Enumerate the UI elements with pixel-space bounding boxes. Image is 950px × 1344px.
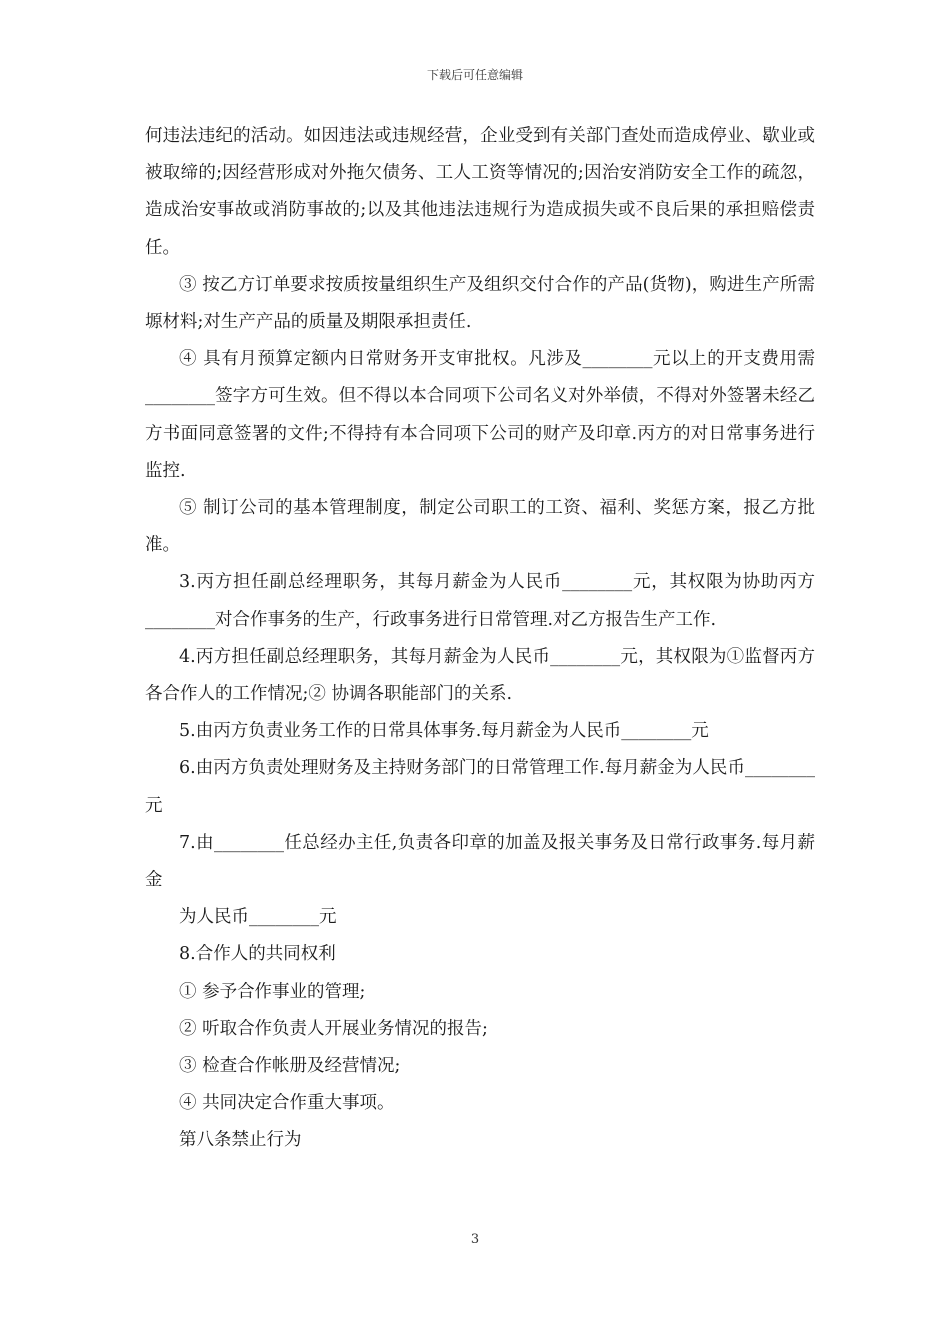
list-item: ③ 检查合作帐册及经营情况; [179, 1056, 401, 1077]
paragraph: 4.丙方担任副总经理职务，其每月薪金为人民币________元，其权限为①监督丙方各合作人的工作情况;② 协调各职能部门的关系. [145, 646, 815, 705]
document-body [145, 118, 815, 1160]
paragraph: 8.合作人的共同权利 [179, 944, 336, 965]
paragraph: 6.由丙方负责处理财务及主持财务部门的日常管理工作.每月薪金为人民币________元 [145, 758, 815, 816]
paragraph: 何违法违纪的活动。如因违法或违规经营，企业受到有关部门查处而造成停业、歇业或被取缔的;因经营形成对外拖欠债务、工人工资等情况的;因治安消防安全工作的疏忽，造成治安事故或消防事故的;以及其他违法违规行为造成损失或不良后果的承担赔偿责任。 [145, 126, 815, 258]
paragraph: ③ 按乙方订单要求按质按量组织生产及组织交付合作的产品(货物)，购进生产所需塬材料;对生产产品的质量及期限承担责任. [145, 274, 815, 333]
paragraph: 5.由丙方负责业务工作的日常具体事务.每月薪金为人民币________元 [179, 721, 709, 742]
section-heading: 第八条禁止行为 [179, 1130, 302, 1151]
paragraph: ⑤ 制订公司的基本管理制度，制定公司职工的工资、福利、奖惩方案，报乙方批准。 [145, 498, 815, 556]
list-item: ④ 共同决定合作重大事项。 [179, 1093, 395, 1114]
paragraph: 为人民币________元 [179, 907, 337, 928]
paragraph: ④ 具有月预算定额内日常财务开支审批权。凡涉及________元以上的开支费用需________签字方可生效。但不得以本合同项下公司名义对外举债，不得对外签署未经乙方书面同意签署的文件;不得持有本合同项下公司的财产及印章.丙方的对日常事务进行监控. [145, 349, 815, 481]
paragraph: 3.丙方担任副总经理职务，其每月薪金为人民币________元，其权限为协助丙方________对合作事务的生产，行政事务进行日常管理.对乙方报告生产工作. [145, 572, 815, 630]
page-header: 下载后可任意编辑 [426, 68, 523, 82]
page-number: 3 [470, 1232, 480, 1247]
list-item: ② 听取合作负责人开展业务情况的报告; [179, 1018, 488, 1039]
list-item: ① 参予合作事业的管理; [179, 981, 366, 1002]
paragraph: 7.由________任总经办主任,负责各印章的加盖及报关事务及日常行政事务.每月薪金 [145, 832, 815, 891]
